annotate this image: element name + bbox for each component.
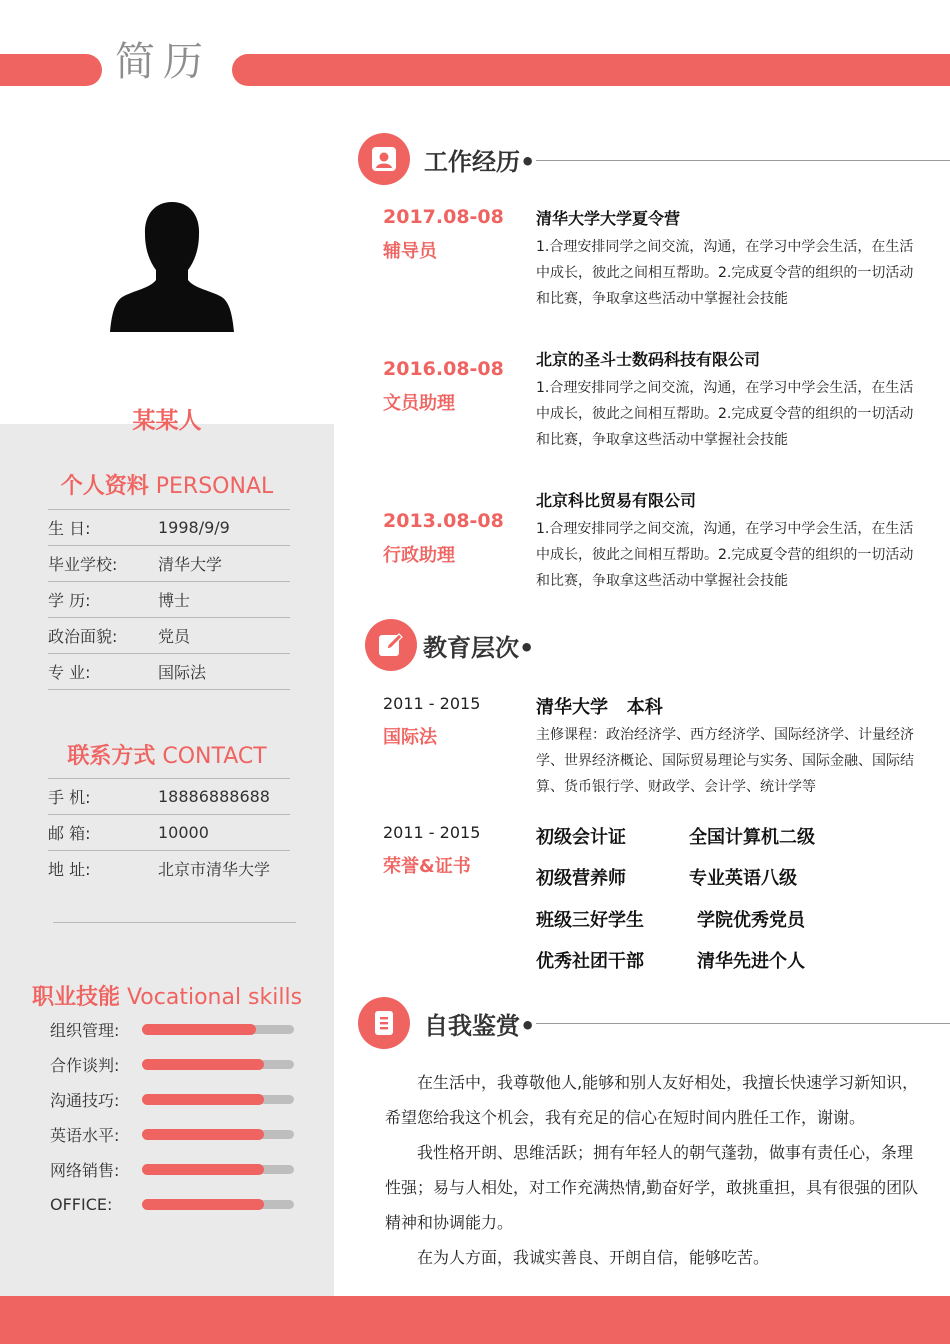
- education-heading-text: 教育层次•: [423, 633, 535, 662]
- skills-heading-cn: 职业技能: [31, 985, 120, 1010]
- contact-value: 北京市清华大学: [158, 860, 271, 879]
- skill-bar-track: [142, 1165, 294, 1174]
- skill-bar-fill: [142, 1059, 264, 1070]
- honors-years: 2011 - 2015: [383, 823, 481, 842]
- skill-label: 组织管理:: [50, 1021, 120, 1040]
- contact-row: [48, 850, 290, 886]
- skill-row: [50, 1082, 300, 1117]
- skill-bar-track: [142, 1095, 294, 1104]
- skill-label: OFFICE:: [50, 1195, 113, 1214]
- contact-row: [48, 814, 290, 850]
- self-paragraph: 在为人方面，我诚实善良、开朗自信，能够吃苦。: [417, 1248, 770, 1267]
- contact-row: [48, 778, 290, 814]
- document-title: 简历: [115, 39, 211, 85]
- job-role: 文员助理: [383, 393, 455, 414]
- personal-value: 博士: [158, 591, 191, 610]
- personal-value: 国际法: [158, 663, 207, 682]
- contact-value: 18886888688: [158, 787, 270, 806]
- self-paragraph: 在生活中，我尊敬他人,能够和别人友好相处，我擅长快速学习新知识，希望您给我这个机会，我有充足的信心在短时间内胜任工作，谢谢。: [385, 1073, 919, 1127]
- job-description: 1.合理安排同学之间交流，沟通，在学习中学会生活，在生活中成长，彼此之间相互帮助。2.完成夏令营的组织的一切活动和比赛，争取拿这些活动中掌握社会技能: [536, 521, 914, 589]
- personal-value: 清华大学: [158, 555, 223, 574]
- personal-value: 1998/9/9: [158, 518, 230, 537]
- edit-pencil-icon: [377, 631, 405, 659]
- skill-row: [50, 1152, 300, 1187]
- education-courses: 主修课程：政治经济学、西方经济学、国际经济学、计量经济学、世界经济概论、国际贸易理论与实务、国际金融、国际结算、货币银行学、财政学、会计学、统计学等: [536, 727, 914, 795]
- skills-heading: [0, 980, 334, 1011]
- contact-heading: [0, 739, 334, 770]
- certificate: 清华先进个人: [697, 951, 805, 972]
- contact-value: 10000: [158, 823, 209, 842]
- skill-bar-fill: [142, 1094, 264, 1105]
- job-company: 清华大学大学夏令营: [536, 209, 681, 228]
- self-heading-text: 自我鉴赏•: [424, 1011, 536, 1040]
- certificate: 初级会计证: [536, 827, 626, 848]
- personal-row: [48, 653, 290, 690]
- skill-bar-fill: [142, 1129, 264, 1140]
- honors-label: 荣誉&证书: [383, 856, 471, 877]
- skills-heading-en: Vocational skills: [126, 985, 303, 1010]
- personal-heading-en: PERSONAL: [155, 474, 274, 499]
- job-role: 行政助理: [383, 545, 455, 566]
- personal-row: [48, 509, 290, 545]
- contact-label: 邮 箱:: [48, 824, 91, 843]
- job-description: 1.合理安排同学之间交流，沟通，在学习中学会生活，在生活中成长，彼此之间相互帮助。2.完成夏令营的组织的一切活动和比赛，争取拿这些活动中掌握社会技能: [536, 380, 914, 448]
- contact-heading-en: CONTACT: [162, 744, 267, 769]
- skill-label: 英语水平:: [50, 1126, 120, 1145]
- job-date: 2013.08-08: [383, 510, 504, 532]
- certificate: 全国计算机二级: [689, 827, 815, 848]
- personal-row: [48, 617, 290, 653]
- personal-value: 党员: [158, 627, 191, 646]
- job-role: 辅导员: [383, 241, 437, 262]
- avatar-silhouette-icon: [108, 200, 236, 332]
- job-company: 北京科比贸易有限公司: [536, 491, 697, 510]
- skill-label: 合作谈判:: [50, 1056, 120, 1075]
- work-heading-badge: [358, 133, 410, 185]
- contact-label: 地 址:: [48, 860, 91, 879]
- skill-row: [50, 1187, 300, 1222]
- certificate: 班级三好学生: [536, 910, 644, 931]
- job-date: 2017.08-08: [383, 206, 504, 228]
- personal-row: [48, 545, 290, 581]
- education-heading: [365, 619, 534, 671]
- skill-label: 网络销售:: [50, 1161, 120, 1180]
- contact-info-table: [48, 778, 290, 886]
- self-heading-line: [536, 1023, 950, 1024]
- skill-bar-fill: [142, 1024, 256, 1035]
- certificate: 学院优秀党员: [697, 910, 805, 931]
- person-name: 某某人: [132, 408, 202, 434]
- personal-label: 生 日:: [48, 519, 91, 538]
- contact-label: 手 机:: [48, 788, 91, 807]
- certificate: 优秀社团干部: [536, 951, 644, 972]
- contact-card-icon: [370, 145, 398, 173]
- skill-bar-track: [142, 1025, 294, 1034]
- skill-label: 沟通技巧:: [50, 1091, 120, 1110]
- self-evaluation-text: [385, 1065, 920, 1275]
- skill-bar-track: [142, 1200, 294, 1209]
- header-right-bar: [232, 54, 950, 86]
- personal-label: 学 历:: [48, 591, 91, 610]
- job-company: 北京的圣斗士数码科技有限公司: [536, 350, 761, 369]
- certificate: 专业英语八级: [689, 868, 797, 889]
- skill-row: [50, 1117, 300, 1152]
- self-heading-badge: [358, 997, 410, 1049]
- education-years: 2011 - 2015: [383, 694, 481, 713]
- skill-row: [50, 1012, 300, 1047]
- personal-row: [48, 581, 290, 617]
- document-icon: [371, 1009, 397, 1037]
- skill-bar-track: [142, 1130, 294, 1139]
- education-heading-badge: [365, 619, 417, 671]
- self-paragraph: 我性格开朗、思维活跃；拥有年轻人的朝气蓬勃，做事有责任心，条理性强；易与人相处，对工作充满热情,勤奋好学，敢挑重担，具有很强的团队精神和协调能力。: [385, 1143, 919, 1232]
- personal-label: 专 业:: [48, 663, 91, 682]
- certificate: 初级营养师: [536, 868, 626, 889]
- education-school: 清华大学 本科: [536, 697, 663, 718]
- personal-label: 毕业学校:: [48, 555, 118, 574]
- work-heading-text: 工作经历•: [424, 147, 536, 176]
- job-description: 1.合理安排同学之间交流，沟通，在学习中学会生活，在生活中成长，彼此之间相互帮助。2.完成夏令营的组织的一切活动和比赛，争取拿这些活动中掌握社会技能: [536, 239, 914, 307]
- personal-label: 政治面貌:: [48, 627, 118, 646]
- skill-row: [50, 1047, 300, 1082]
- personal-heading: [0, 469, 334, 500]
- self-heading: [358, 997, 535, 1049]
- section-divider: [53, 922, 296, 923]
- skill-bar-track: [142, 1060, 294, 1069]
- job-date: 2016.08-08: [383, 358, 504, 380]
- personal-info-table: [48, 509, 290, 690]
- skill-bar-fill: [142, 1164, 264, 1175]
- contact-heading-cn: 联系方式: [67, 744, 156, 769]
- personal-heading-cn: 个人资料: [60, 474, 149, 499]
- header-left-bar: [0, 54, 102, 86]
- skill-bar-fill: [142, 1199, 264, 1210]
- work-heading: [358, 133, 535, 185]
- work-heading-line: [536, 160, 950, 161]
- education-major: 国际法: [383, 727, 437, 748]
- footer-bar: [0, 1296, 950, 1344]
